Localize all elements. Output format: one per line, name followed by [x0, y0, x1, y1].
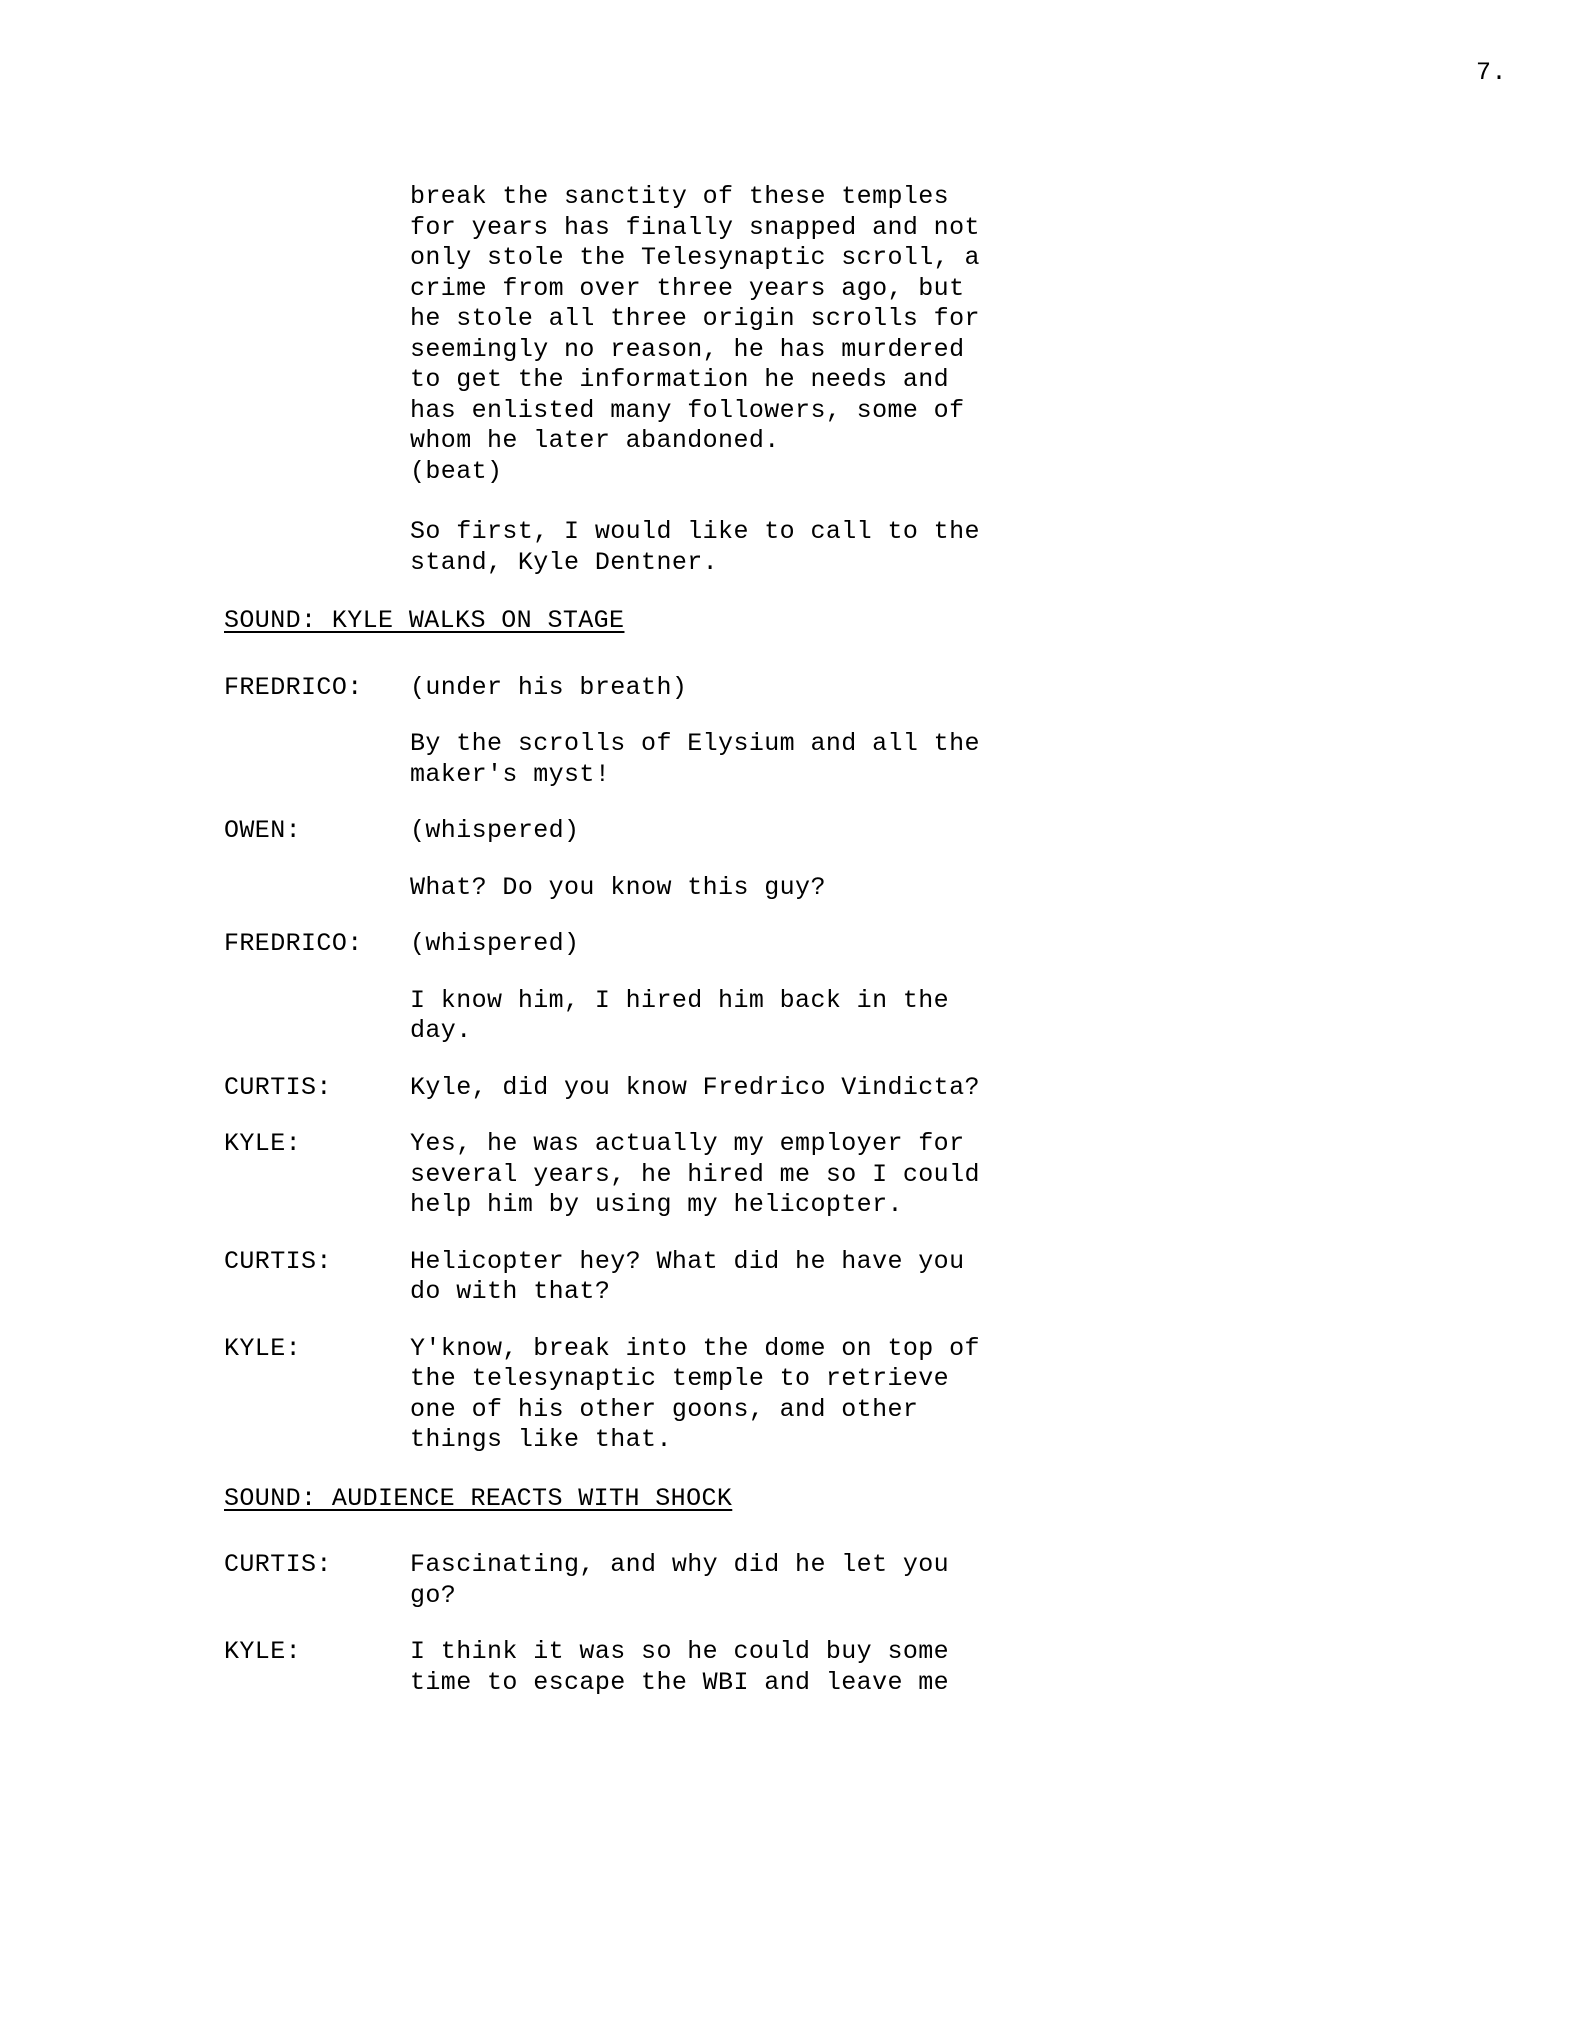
sound-cue-text: SOUND: AUDIENCE REACTS WITH SHOCK: [224, 1483, 733, 1513]
dialogue-row: [0, 1550, 1577, 1611]
dialogue-row: [0, 929, 1577, 960]
dialogue-row: [0, 873, 1577, 904]
speech-line: Helicopter hey? What did he have you do with that?: [410, 1246, 965, 1306]
character-name: FREDRICO:: [224, 929, 363, 958]
speech-line: I know him, I hired him back in the day.: [410, 985, 950, 1045]
opening-speech-paragraph-1: break the sanctity of these temples for years has finally snapped and not only stole the Telesynaptic scroll, a crime from over three years ago, but he stole all three origin scrolls for seemingly no reason, he has murdered to get the information he needs and has enlisted many followers, some of whom he later abandoned. (beat): [410, 182, 980, 486]
sound-cue-text: SOUND: KYLE WALKS ON STAGE: [224, 606, 625, 635]
character-name: CURTIS:: [224, 1246, 332, 1276]
dialogue-row: [0, 1073, 1577, 1104]
dialogue-row: [0, 1334, 1577, 1456]
speech-line: What? Do you know this guy?: [410, 872, 826, 902]
character-name: FREDRICO:: [224, 672, 363, 702]
dialogue-row: [0, 1637, 1577, 1698]
character-name: CURTIS:: [224, 1550, 332, 1579]
opening-speech-block: [0, 182, 1577, 578]
dialogue-row: [0, 1247, 1577, 1308]
sound-cue-kyle-walks-on-stage: [0, 606, 1577, 637]
character-name: OWEN:: [224, 816, 302, 845]
dialogue-row: [0, 1129, 1577, 1221]
speech-line: By the scrolls of Elysium and all the maker's myst!: [410, 729, 980, 789]
character-name: KYLE:: [224, 1333, 302, 1363]
character-name: CURTIS:: [224, 1072, 332, 1102]
character-name: KYLE:: [224, 1129, 302, 1158]
speech-line: Kyle, did you know Fredrico Vindicta?: [410, 1072, 980, 1102]
dialogue-row: [0, 986, 1577, 1047]
dialogue-row: [0, 729, 1577, 790]
speech-line: I think it was so he could buy some time to escape the WBI and leave me: [410, 1637, 950, 1697]
parenthetical: (whispered): [410, 816, 580, 845]
speech-line: Fascinating, and why did he let you go?: [410, 1550, 950, 1610]
dialogue-row: [0, 673, 1577, 704]
speech-line: Yes, he was actually my employer for several years, he hired me so I could help him by using my helicopter.: [410, 1129, 980, 1219]
character-name: KYLE:: [224, 1637, 302, 1666]
script-body: [0, 182, 1577, 1724]
sound-cue-audience-reacts: [0, 1484, 1577, 1515]
parenthetical: (under his breath): [410, 672, 688, 702]
speech-line: Y'know, break into the dome on top of the telesynaptic temple to retrieve one of his other goons, and other things like that.: [410, 1333, 980, 1454]
dialogue-row: [0, 816, 1577, 847]
opening-speech-paragraph-2: So first, I would like to call to the stand, Kyle Dentner.: [410, 517, 980, 577]
parenthetical: (whispered): [410, 929, 580, 958]
page-number: 7.: [1475, 58, 1507, 87]
